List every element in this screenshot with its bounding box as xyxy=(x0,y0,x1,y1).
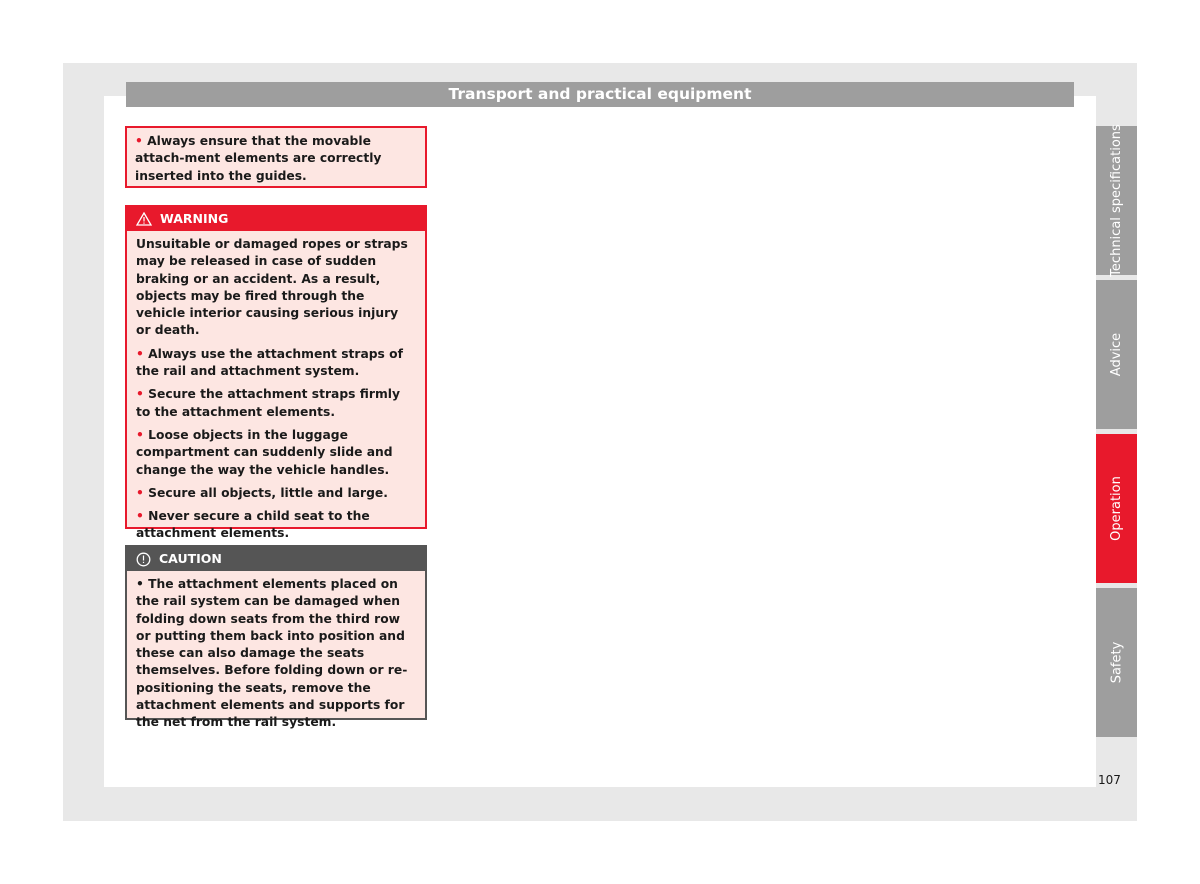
warning-item: • Secure all objects, little and large. xyxy=(136,485,388,500)
warning-triangle-icon xyxy=(136,212,152,226)
bullet-icon: • xyxy=(136,427,144,442)
warning-item: • Secure the attachment straps firmly to the attachment elements. xyxy=(136,387,400,419)
caution-circle-icon xyxy=(136,552,151,567)
caution-header xyxy=(127,547,425,571)
caution-item: • The attachment elements placed on the rail system can be damaged when folding down seats from the third row or putting them back into position and these can also damage the seats themselves. Before folding down or re-positioning the seats, remove the attachment elements and supports for the net from the rail system. xyxy=(136,577,408,730)
note-box xyxy=(125,126,427,188)
warning-item: • Always use the attachment straps of the rail and attachment system. xyxy=(136,346,403,379)
bullet-icon: • xyxy=(136,485,144,500)
section-header: Transport and practical equipment xyxy=(126,82,1074,107)
tab-safety[interactable]: Safety xyxy=(1096,588,1137,737)
warning-content xyxy=(127,231,425,543)
caution-content xyxy=(127,571,425,732)
warning-item: • Loose objects in the luggage compartment can suddenly slide and change the way the vehicle handles. xyxy=(136,427,393,477)
warning-header xyxy=(127,207,425,231)
bullet-icon: • xyxy=(136,387,144,402)
tab-advice[interactable]: Advice xyxy=(1096,280,1137,429)
warning-item: • Never secure a child seat to the attachment elements. xyxy=(136,509,370,541)
warning-label: WARNING xyxy=(160,211,229,226)
bullet-icon: • xyxy=(136,346,144,361)
note-item xyxy=(135,133,417,185)
note-text: Always ensure that the movable attach-ment elements are correctly inserted into the guides. xyxy=(135,134,382,183)
warning-box xyxy=(125,205,427,541)
tab-technical-specifications[interactable]: Technical specifications xyxy=(1096,126,1137,275)
tab-operation[interactable]: Operation xyxy=(1096,434,1137,583)
caution-label: CAUTION xyxy=(159,551,222,566)
bullet-icon: • xyxy=(136,509,144,524)
page-number: 107 xyxy=(1098,773,1121,787)
bullet-icon: • xyxy=(135,134,143,148)
warning-intro: Unsuitable or damaged ropes or straps may be released in case of sudden braking or an accident. As a result, objects may be fired through the vehicle interior causing serious injury or death. xyxy=(136,237,408,338)
caution-box xyxy=(125,545,427,730)
